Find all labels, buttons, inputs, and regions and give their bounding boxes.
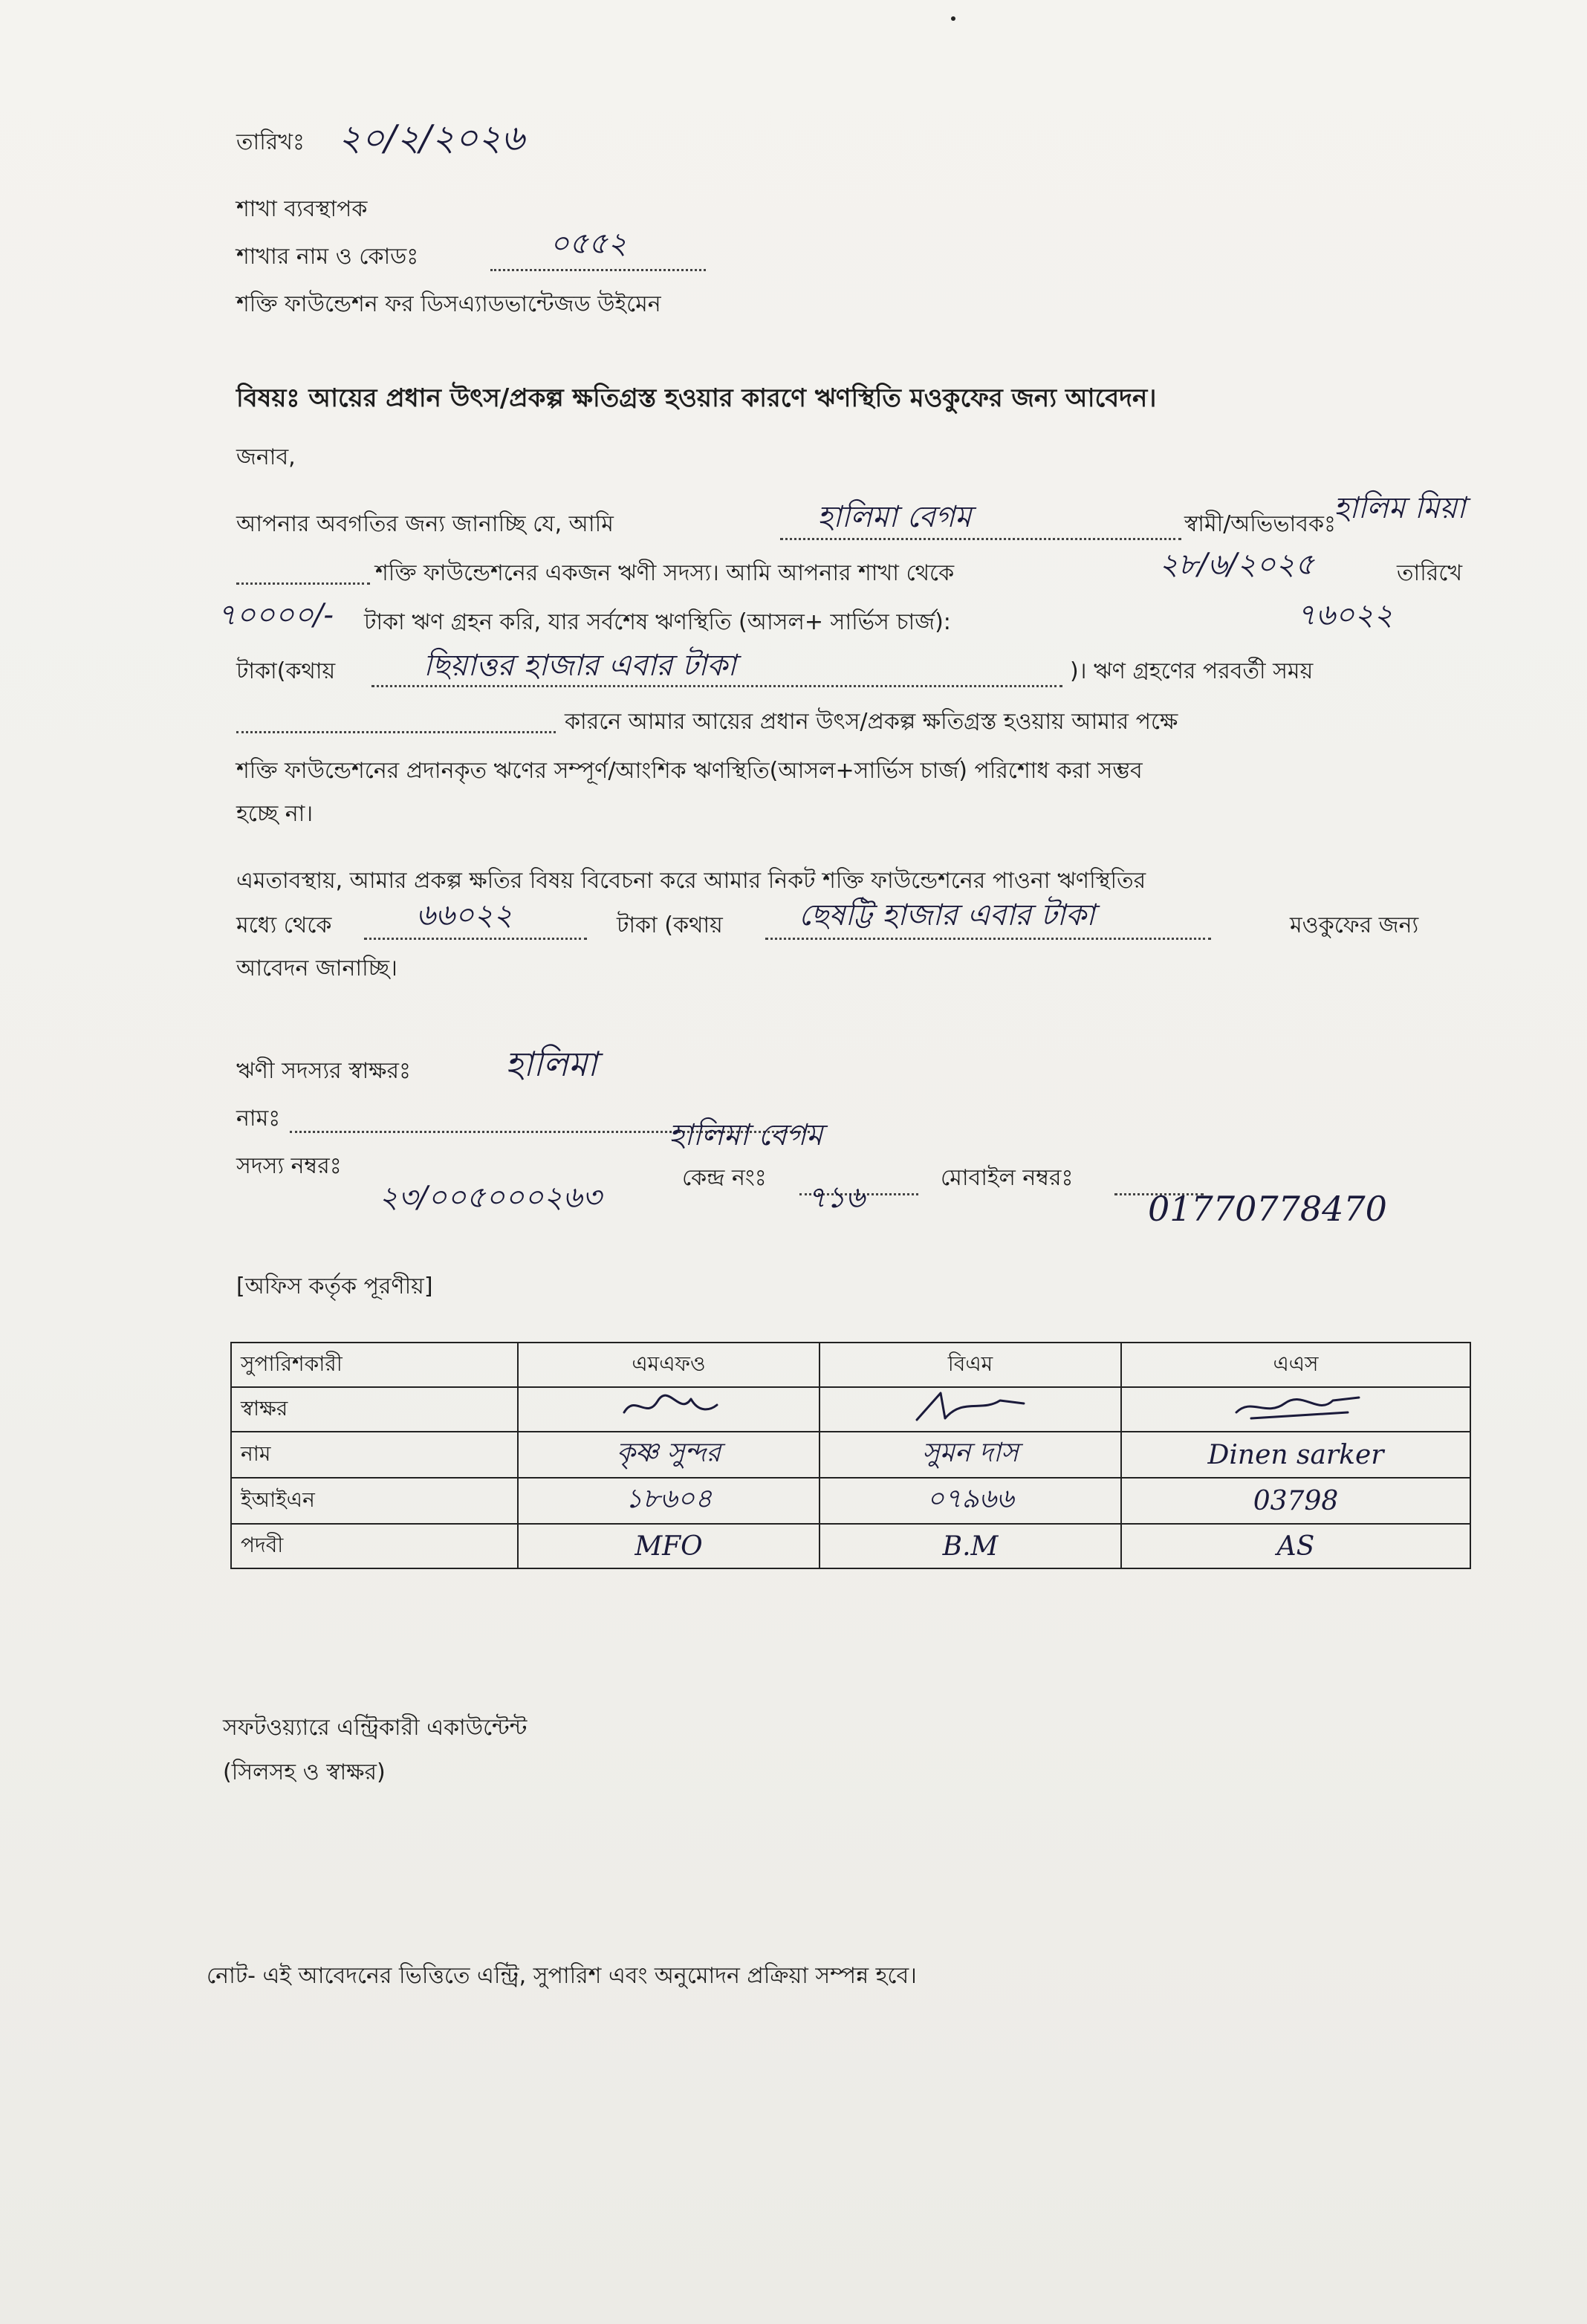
as-name: Dinen sarker — [1121, 1432, 1470, 1478]
p2-text-c: টাকা (কথায় — [617, 912, 723, 938]
row-label: স্বাক্ষর — [231, 1387, 518, 1432]
balance-handwritten: ৭৬০২২ — [1296, 598, 1394, 632]
p1-text-f: টাকা(কথায় — [236, 658, 336, 684]
p1-text-j: হচ্ছে না। — [236, 801, 314, 827]
bm-ein: ০৭৯৬৬ — [820, 1478, 1121, 1524]
row-label: ইআইএন — [231, 1478, 518, 1524]
p2-text-e: আবেদন জানাচ্ছি। — [236, 955, 397, 981]
table-header-cell: এমএফও — [518, 1343, 820, 1387]
ink-dot — [951, 16, 955, 21]
date-label: তারিখঃ — [236, 129, 305, 155]
bm-designation: B.M — [820, 1524, 1121, 1568]
center-field: ৭১৬ — [807, 1181, 865, 1215]
table-header-cell: সুপারিশকারী — [231, 1343, 518, 1387]
p1-text-e: টাকা ঋণ গ্রহন করি, যার সর্বশেষ ঋণস্থিতি (আসল+ সার্ভিস চার্জ): — [364, 609, 951, 635]
row-label: নাম — [231, 1432, 518, 1478]
member-signature-handwritten: হালিমা — [505, 1044, 597, 1084]
p1-text-h: কারনে আমার আয়ের প্রধান উৎস/প্রকল্প ক্ষতিগ্রস্ত হওয়ায় আমার পক্ষে — [565, 709, 1178, 735]
recipient-title: শাখা ব্যবস্থাপক — [236, 196, 368, 222]
member-name-handwritten: হালিমা বেগম — [817, 500, 972, 534]
table-header-cell: এএস — [1121, 1343, 1470, 1387]
table-row-designation — [231, 1524, 1470, 1568]
p1-text-g: )। ঋণ গ্রহণের পরবর্তী সময় — [1070, 658, 1314, 684]
as-ein: 03798 — [1121, 1478, 1470, 1524]
subject-line: বিষয়ঃ আয়ের প্রধান উৎস/প্রকল্প ক্ষতিগ্রস্ত হওয়ার কারণে ঋণস্থিতি মওকুফের জন্য আবেদন। — [236, 383, 1157, 413]
footer-note: নোট- এই আবেদনের ভিত্তিতে এন্ট্রি, সুপারিশ এবং অনুমোদন প্রক্রিয়া সম্পন্ন হবে। — [207, 1963, 917, 1989]
balance-words-handwritten: ছিয়াত্তর হাজার এবার টাকা — [423, 649, 736, 683]
p1-text-d: তারিখে — [1397, 560, 1463, 586]
as-signature-scribble — [1229, 1390, 1363, 1423]
mfo-signature-scribble — [617, 1390, 721, 1423]
member-name-label: নামঃ — [236, 1106, 281, 1132]
table-header-row — [231, 1343, 1470, 1387]
accountant-line-1: সফটওয়্যারে এন্ট্রিকারী একাউন্টেন্ট — [223, 1715, 528, 1741]
mfo-name: কৃষ্ণ সুন্দর — [518, 1432, 820, 1478]
table-row-signature — [231, 1387, 1470, 1432]
table-row-name — [231, 1432, 1470, 1478]
loan-date-handwritten: ২৮/৬/২০২৫ — [1159, 548, 1314, 582]
guardian-handwritten: হালিম মিয়া — [1334, 491, 1466, 525]
p2-text-a: এমতাবস্থায়, আমার প্রকল্প ক্ষতির বিষয় বিবেচনা করে আমার নিকট শক্তি ফাউন্ডেশনের পাওনা ঋণস্থিতির — [236, 868, 1146, 894]
row-label: পদবী — [231, 1524, 518, 1568]
as-signature — [1121, 1387, 1470, 1432]
p2-text-d: মওকুফের জন্য — [1290, 912, 1419, 938]
as-designation: AS — [1121, 1524, 1470, 1568]
date-value: ২০/২/২০২৬ — [338, 117, 525, 159]
waive-amount-handwritten: ৬৬০২২ — [416, 898, 513, 932]
mfo-ein: ১৮৬০৪ — [518, 1478, 820, 1524]
bm-signature-scribble — [911, 1390, 1030, 1423]
loan-amount-handwritten: ৭০০০০/- — [217, 598, 334, 632]
p2-text-b: মধ্যে থেকে — [236, 912, 332, 938]
p1-text-b: স্বামী/অভিভাবকঃ — [1184, 511, 1336, 537]
member-number-label: সদস্য নম্বরঃ — [236, 1153, 342, 1179]
p1-text-a: আপনার অবগতির জন্য জানাচ্ছি যে, আমি — [236, 511, 614, 537]
recommendation-table — [230, 1342, 1471, 1569]
salutation: জনাব, — [236, 444, 296, 470]
p1-dotted-guardian — [236, 581, 370, 585]
p1-text-c: শক্তি ফাউন্ডেশনের একজন ঋণী সদস্য। আমি আপনার শাখা থেকে — [375, 560, 955, 586]
member-number-field: ২৩/০০৫০০০২৬৩ — [379, 1181, 602, 1215]
p1-dotted-reason — [236, 730, 556, 733]
bm-name: সুমন দাস — [820, 1432, 1121, 1478]
table-row-ein — [231, 1478, 1470, 1524]
office-use-label: [অফিস কর্তৃক পূরণীয়] — [236, 1273, 433, 1299]
member-sign-label: ঋণী সদস্যর স্বাক্ষরঃ — [236, 1058, 411, 1084]
mobile-label: মোবাইল নম্বরঃ — [941, 1165, 1074, 1191]
table-header-cell: বিএম — [820, 1343, 1121, 1387]
bm-signature — [820, 1387, 1121, 1432]
p1-text-i: শক্তি ফাউন্ডেশনের প্রদানকৃত ঋণের সম্পূর্ণ/আংশিক ঋণস্থিতি(আসল+সার্ভিস চার্জ) পরিশোধ করা সম্ভব — [236, 758, 1143, 784]
member-name-field: হালিমা বেগম — [669, 1118, 823, 1152]
center-label: কেন্দ্র নংঃ — [682, 1165, 767, 1191]
branch-code: ০৫৫২ — [550, 227, 627, 261]
waive-words-handwritten: ছেষট্টি হাজার এবার টাকা — [799, 898, 1095, 932]
accountant-line-2: (সিলসহ ও স্বাক্ষর) — [223, 1759, 386, 1785]
mfo-signature — [518, 1387, 820, 1432]
mfo-designation: MFO — [518, 1524, 820, 1568]
branch-label: শাখার নাম ও কোডঃ — [236, 244, 419, 270]
mobile-field: 01770778470 — [1148, 1189, 1387, 1229]
organization-name: শক্তি ফাউন্ডেশন ফর ডিসএ্যাডভান্টেজড উইমেন — [236, 291, 661, 317]
